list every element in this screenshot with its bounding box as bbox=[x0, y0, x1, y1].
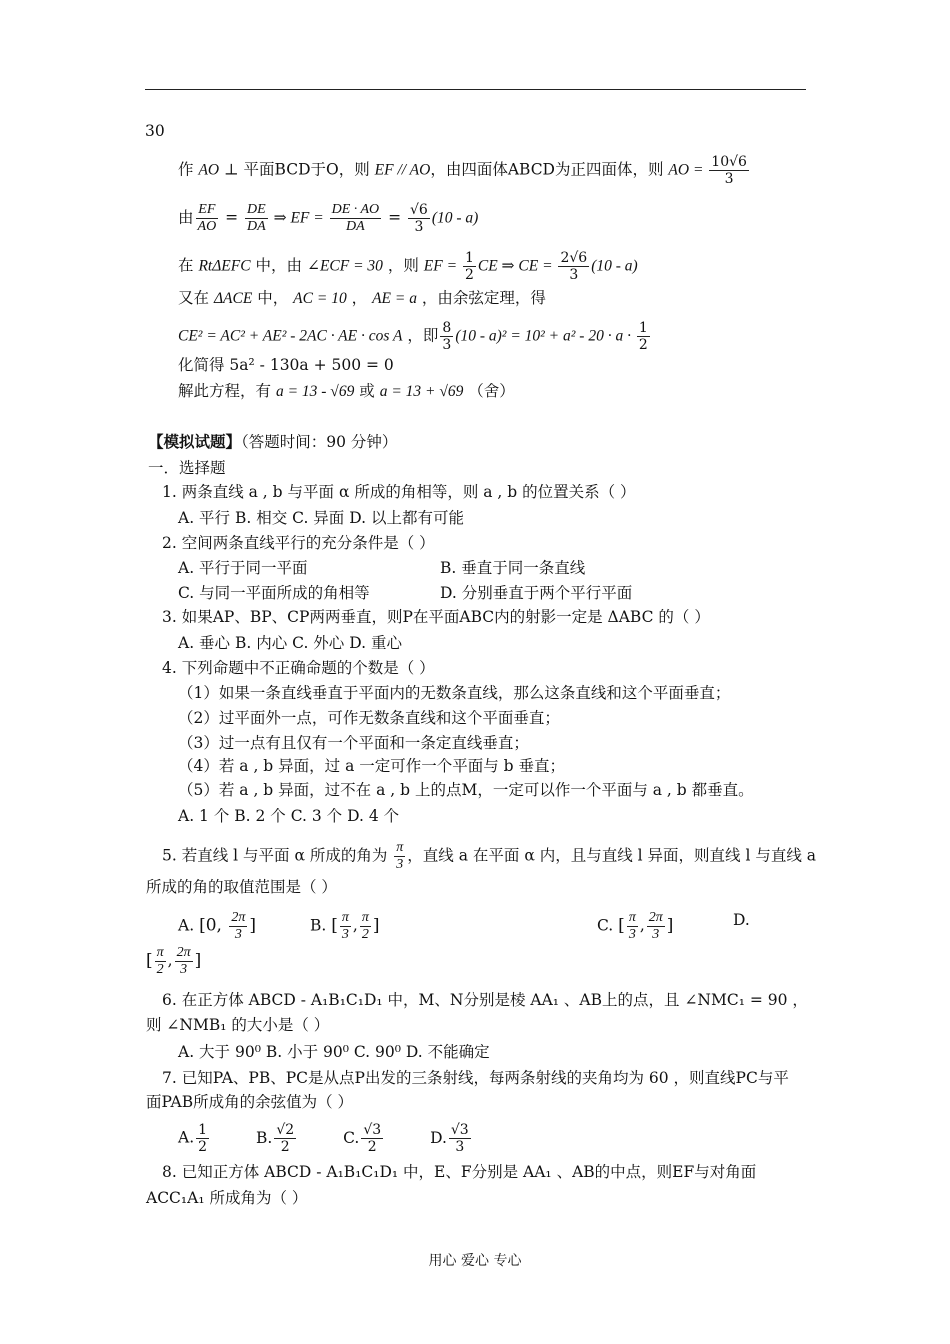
section-time: （答题时间：90 分钟） bbox=[241, 433, 398, 451]
question-2-option-c: C. 与同一平面所成的角相等 bbox=[178, 584, 370, 602]
section-heading bbox=[148, 432, 397, 452]
question-5-option-c: C. [ $\frac{\pi}{3}$ , $\frac{2\pi}{3}$ ] bbox=[597, 910, 674, 942]
solution-line-4: 又在 ΔACE 中， AC = 10 ， AE = a ，由余弦定理，得 bbox=[178, 289, 546, 307]
question-5-stem-line-2: 所成的角的取值范围是（ ） bbox=[146, 878, 337, 896]
page-footer: 用心 爱心 专心 bbox=[428, 1253, 522, 1269]
question-2-option-b: B. 垂直于同一条直线 bbox=[440, 559, 586, 577]
header-rule bbox=[145, 89, 806, 90]
question-5-option-d-label: D. bbox=[733, 911, 750, 929]
question-7-stem-line-1: 7. 已知PA、PB、PC是从点P出发的三条射线，每两条射线的夹角均为 60 ，则直线PC与平 bbox=[162, 1069, 789, 1087]
question-3-stem: 3. 如果AP、BP、CP两两垂直，则P在平面ABC内的射影一定是 ΔABC 的（ ） bbox=[162, 608, 710, 626]
solution-line-3: 在 RtΔEFC 中，由 ∠ECF = 30 ，则 EF = $\frac{1}{2}$ CE ⇒ CE = $\frac{2√6}{3}$ (10 - a) bbox=[178, 250, 638, 283]
question-2-option-a: A. 平行于同一平面 bbox=[178, 559, 308, 577]
question-4-options: A. 1 个 B. 2 个 C. 3 个 D. 4 个 bbox=[178, 807, 400, 825]
solution-line-2: 由 $\frac{EF}{AO}$ = $\frac{DE}{DA}$ ⇒ EF = $\frac{DE \cdot AO}{DA}$ = $\frac{√6}{3}$ (10 - a) bbox=[178, 202, 479, 235]
page-number-fragment: 30 bbox=[145, 122, 165, 140]
part-heading: 一．选择题 bbox=[148, 459, 226, 477]
question-3-options: A. 垂心 B. 内心 C. 外心 D. 重心 bbox=[178, 634, 402, 652]
question-5-option-d: [ $\frac{\pi}{2}$ , $\frac{2\pi}{3}$ ] bbox=[146, 945, 202, 977]
solution-line-6: 化简得 5a² - 130a + 500 = 0 bbox=[178, 356, 394, 374]
section-title: 【模拟试题】 bbox=[148, 432, 242, 451]
solution-line-5: CE² = AC² + AE² - 2AC · AE · cos A ，即 $\frac{8}{3}$ (10 - a)² = 10² + a² - 20 · a · $\frac{1}{2}$ bbox=[178, 320, 648, 353]
question-6-options: A. 大于 90⁰ B. 小于 90⁰ C. 90⁰ D. 不能确定 bbox=[178, 1043, 490, 1061]
question-6-stem-line-2: 则 ∠NMB₁ 的大小是（ ） bbox=[146, 1016, 330, 1034]
question-4-statement-4: （4）若 a , b 异面，过 a 一定可作一个平面与 b 垂直； bbox=[178, 757, 566, 775]
question-4-stem: 4. 下列命题中不正确命题的个数是（ ） bbox=[162, 659, 435, 677]
question-8-stem-line-2: ACC₁A₁ 所成角为（ ） bbox=[146, 1189, 308, 1207]
question-5-stem-line-1: 5. 若直线 l 与平面 α 所成的角为 $\frac{\pi}{3}$ ，直线 a 在平面 α 内，且与直线 l 异面，则直线 l 与直线 a bbox=[162, 840, 817, 872]
question-7-options: A. $\frac{1}{2}$ B. $\frac{√2}{2}$ C. $\frac{√3}{2}$ D. $\frac{√3}{3}$ bbox=[178, 1122, 469, 1155]
question-5-option-b: B. [ $\frac{\pi}{3}$ , $\frac{\pi}{2}$ ] bbox=[310, 910, 380, 942]
question-4-statement-5: （5）若 a , b 异面，过不在 a , b 上的点M，一定可以作一个平面与 a , b 都垂直。 bbox=[178, 781, 754, 799]
question-2-stem: 2. 空间两条直线平行的充分条件是（ ） bbox=[162, 534, 435, 552]
question-7-stem-line-2: 面PAB所成角的余弦值为（ ） bbox=[146, 1093, 354, 1111]
solution-line-7: 解此方程，有 a = 13 - √69 或 a = 13 + √69 （舍） bbox=[178, 382, 515, 400]
solution-line-1: 作 AO ⊥ 平面BCD于O，则 EF // AO，由四面体ABCD为正四面体，则 AO = $\frac{10√6}{3}$ bbox=[178, 154, 747, 187]
question-5-option-a: A. [0, $\frac{2\pi}{3}$ ] bbox=[178, 910, 256, 942]
question-2-option-d: D. 分别垂直于两个平行平面 bbox=[440, 584, 633, 602]
question-4-statement-1: （1）如果一条直线垂直于平面内的无数条直线，那么这条直线和这个平面垂直； bbox=[178, 684, 731, 702]
question-8-stem-line-1: 8. 已知正方体 ABCD - A₁B₁C₁D₁ 中，E、F分别是 AA₁ 、AB的中点，则EF与对角面 bbox=[162, 1163, 757, 1181]
question-4-statement-2: （2）过平面外一点，可作无数条直线和这个平面垂直； bbox=[178, 709, 560, 727]
question-6-stem-line-1: 6. 在正方体 ABCD - A₁B₁C₁D₁ 中，M、N分别是棱 AA₁ 、AB上的点，且 ∠NMC₁ = 90 ， bbox=[162, 991, 808, 1009]
question-1-options: A. 平行 B. 相交 C. 异面 D. 以上都有可能 bbox=[178, 509, 464, 527]
question-4-statement-3: （3）过一点有且仅有一个平面和一条定直线垂直； bbox=[178, 734, 529, 752]
question-1-stem: 1. 两条直线 a , b 与平面 α 所成的角相等，则 a , b 的位置关系（ ） bbox=[162, 483, 636, 501]
